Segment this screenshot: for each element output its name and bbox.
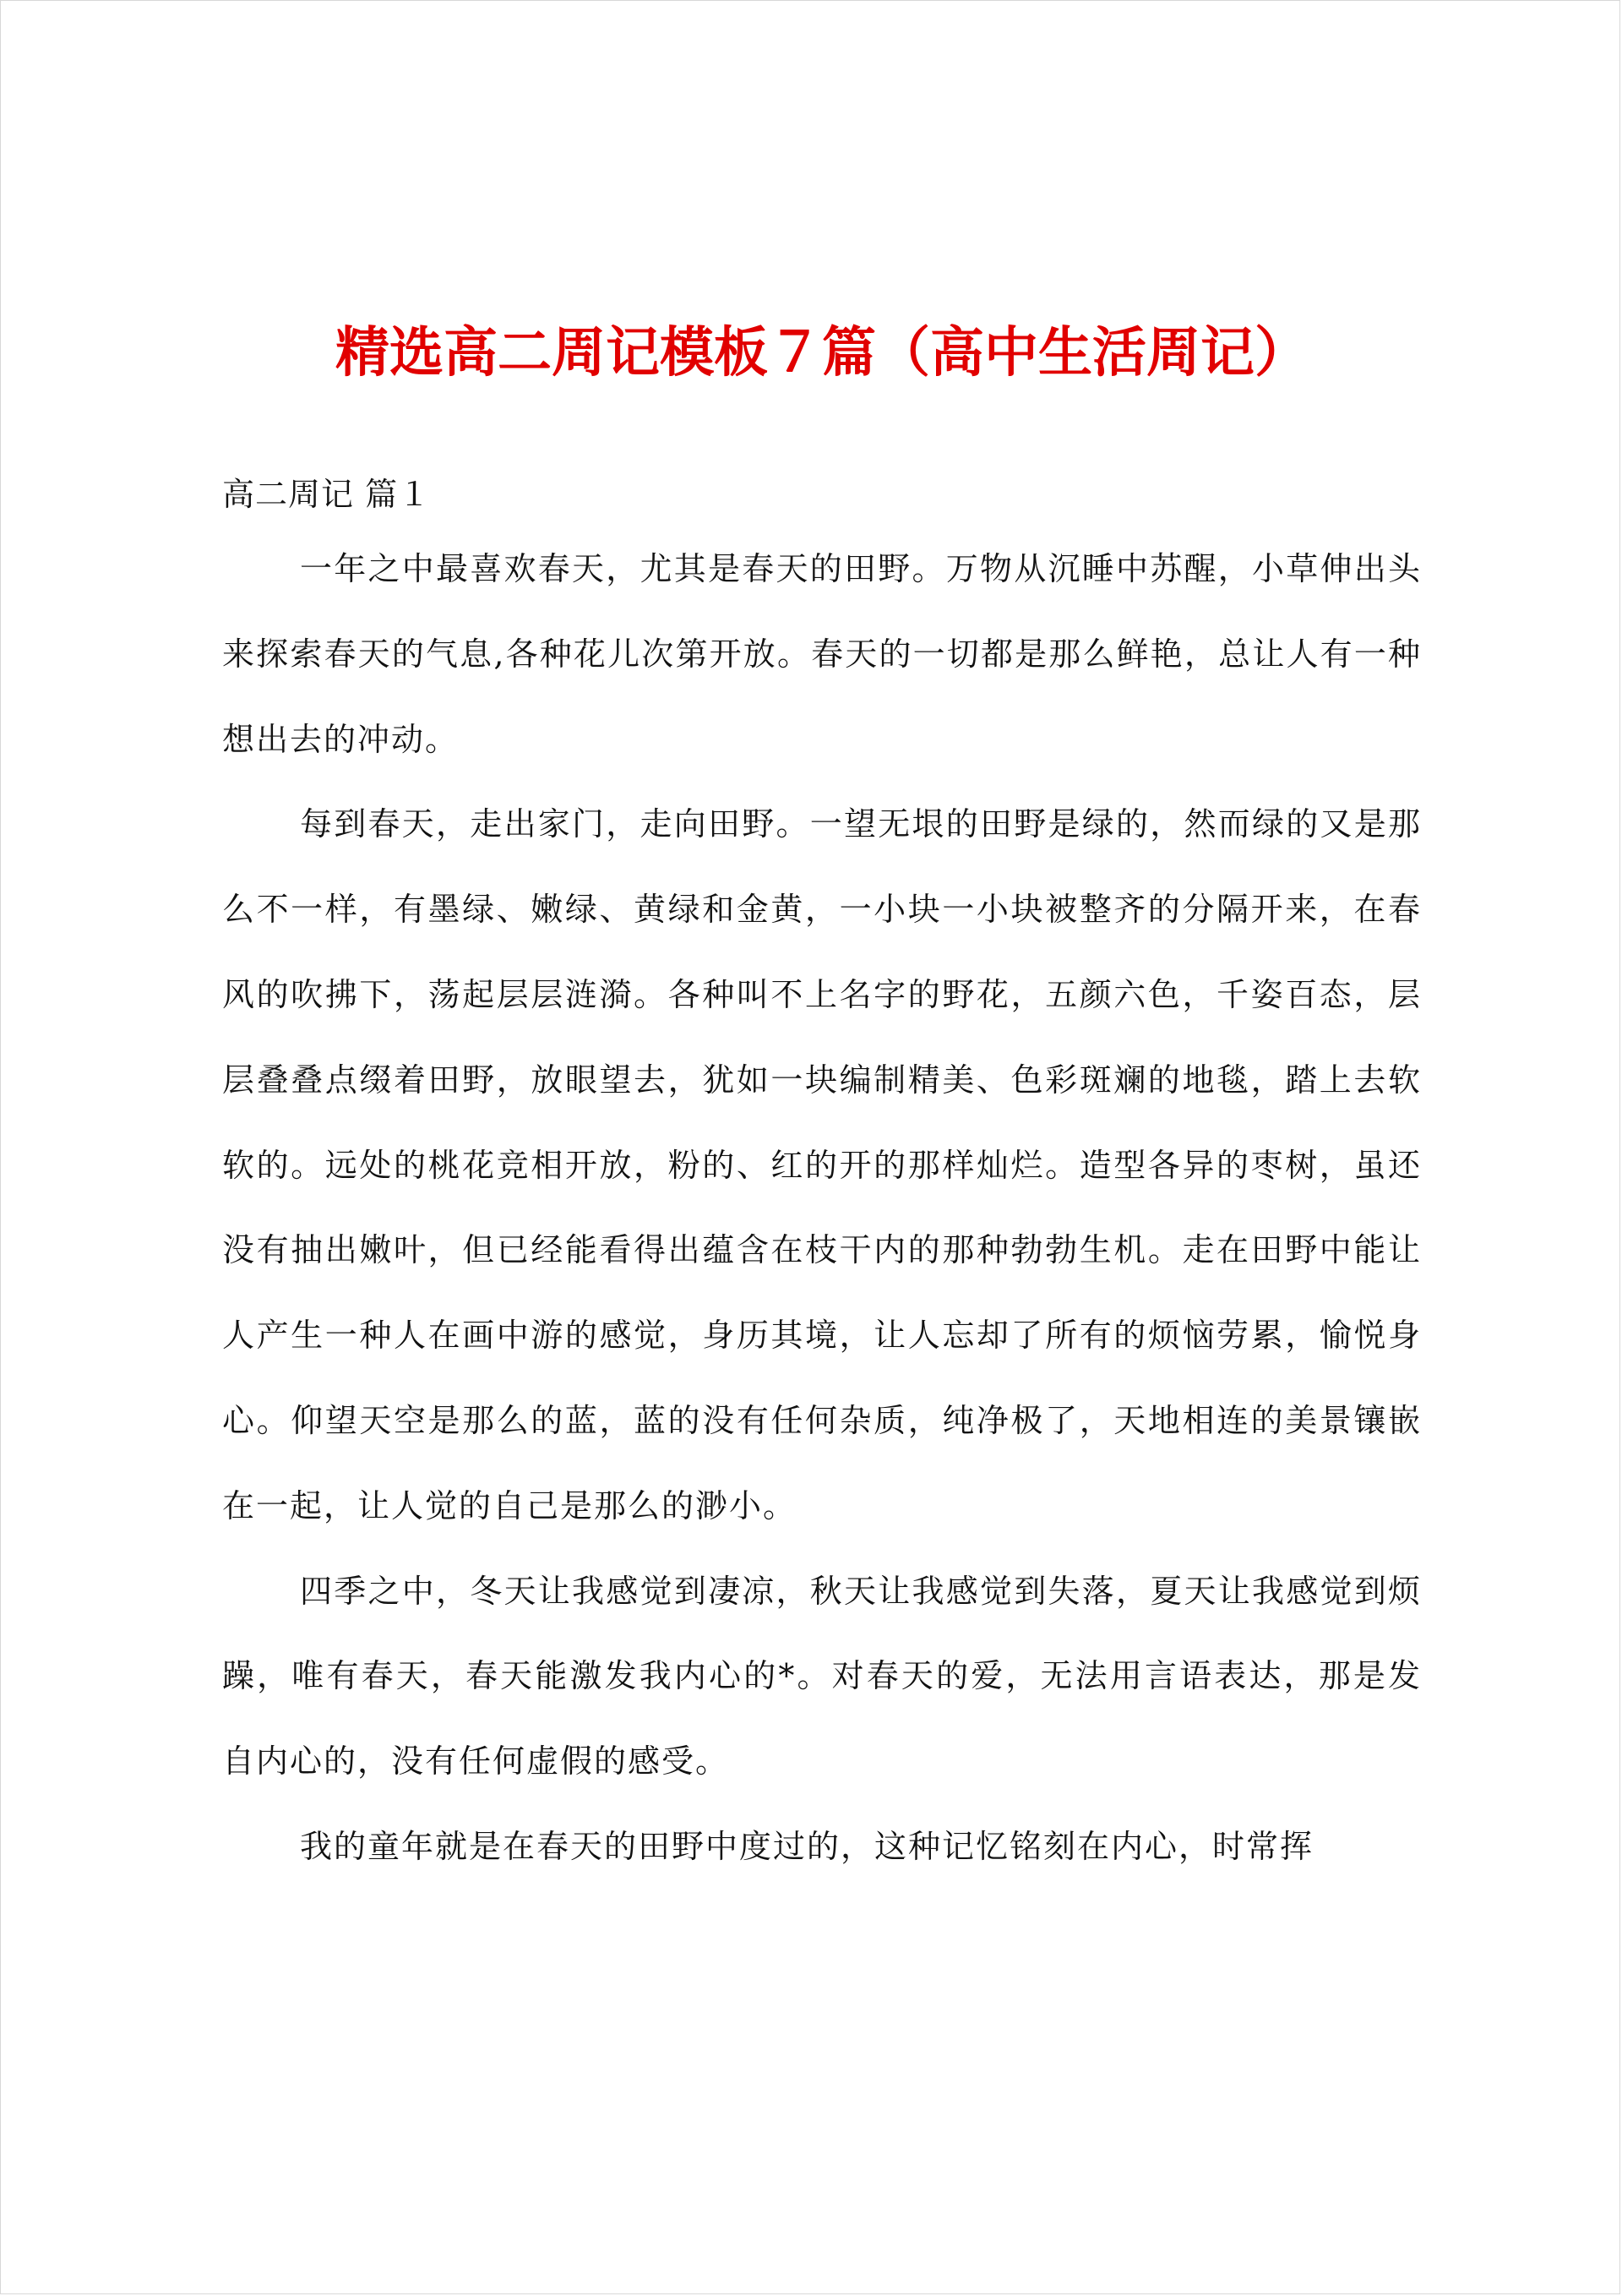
paragraph-2: 每到春天，走出家门，走向田野。一望无垠的田野是绿的，然而绿的又是那么不一样，有墨绿、嫩绿、黄绿和金黄，一小块一小块被整齐的分隔开来，在春风的吹拂下，荡起层层涟漪。各种叫不上名字的野花，五颜六色，千姿百态，层层叠叠点缀着田野，放眼望去，犹如一块编制精美、色彩斑斓的地毯，踏上去软软的。远处的桃花竞相开放，粉的、红的开的那样灿烂。造型各异的枣树，虽还没有抽出嫩叶，但已经能看得出蕴含在枝干内的那种勃勃生机。走在田野中能让人产生一种人在画中游的感觉，身历其境，让人忘却了所有的烦恼劳累，愉悦身心。仰望天空是那么的蓝，蓝的没有任何杂质，纯净极了，天地相连的美景镶嵌在一起，让人觉的自己是那么的渺小。 (222, 805, 1422, 1524)
document-content (222, 315, 1422, 1890)
document-title: 精选高二周记模板７篇（高中生活周记） (335, 321, 1309, 384)
paragraph-4: 我的童年就是在春天的田野中度过的，这种记忆铭刻在内心，时常挥 (300, 1827, 1314, 1865)
paragraph-3: 四季之中，冬天让我感觉到凄凉，秋天让我感觉到失落，夏天让我感觉到烦躁，唯有春天，春天能激发我内心的*。对春天的爱，无法用言语表达，那是发自内心的，没有任何虚假的感受。 (222, 1572, 1422, 1781)
section-heading: 高二周记 篇１ (222, 476, 432, 513)
paragraph-1: 一年之中最喜欢春天，尤其是春天的田野。万物从沉睡中苏醒，小草伸出头来探索春天的气息,各种花儿次第开放。春天的一切都是那么鲜艳，总让人有一种想出去的冲动。 (222, 550, 1422, 758)
